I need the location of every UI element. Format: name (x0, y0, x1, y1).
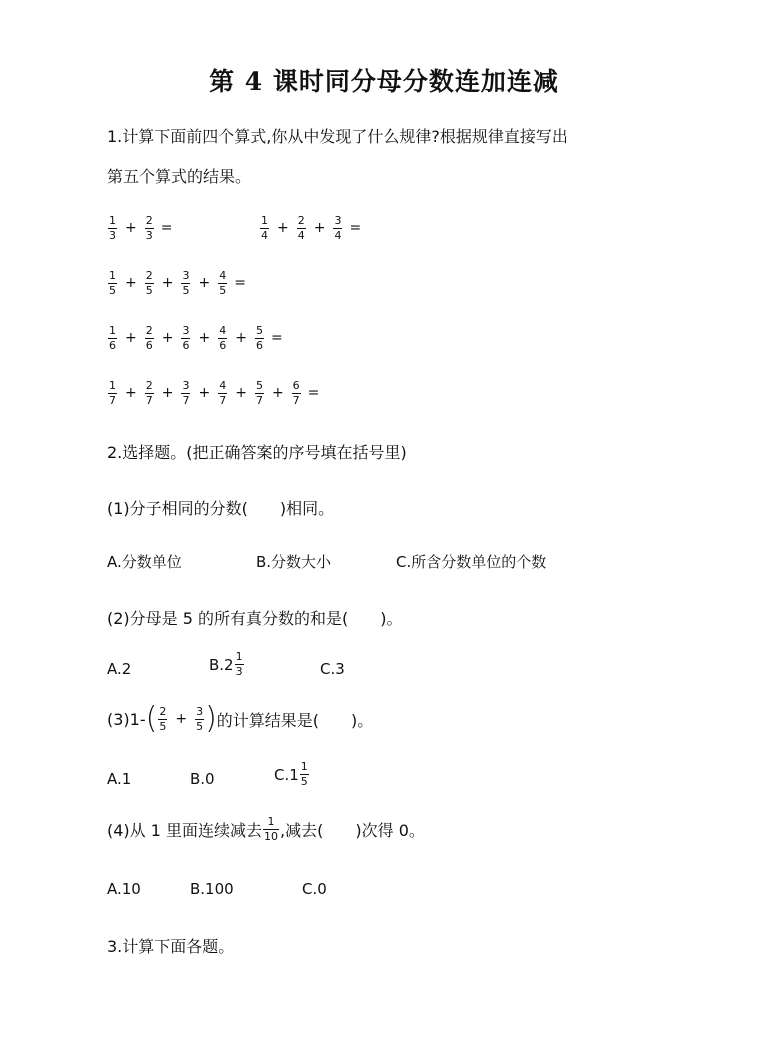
stem-text: )。 (380, 609, 403, 628)
numerator: 2 (145, 213, 153, 227)
plus-sign: + (313, 220, 326, 236)
plus-sign: + (125, 275, 137, 291)
denominator: 7 (219, 393, 227, 407)
equals-sign: = (270, 330, 283, 346)
numerator: 4 (219, 378, 227, 392)
fraction (218, 325, 227, 352)
numerator: 2 (145, 268, 153, 282)
stem-text: (3)1- (107, 709, 146, 729)
sub-question-4-stem (107, 816, 425, 843)
denominator: 6 (145, 338, 153, 352)
question-1-line-2: 第五个算式的结果。 (107, 167, 252, 186)
plus-sign: + (198, 330, 211, 346)
denominator: 6 (109, 338, 116, 352)
fraction (145, 270, 154, 297)
plus-sign: + (161, 385, 174, 401)
plus-sign: + (198, 385, 211, 401)
option-label: C.1 (274, 765, 299, 784)
question-2-heading: 2.选择题。(把正确答案的序号填在括号里) (107, 443, 407, 462)
fraction (181, 325, 190, 352)
numerator: 1 (267, 815, 275, 828)
denominator: 6 (182, 338, 190, 352)
question-3-heading: 3.计算下面各题。 (107, 937, 235, 956)
question-1-line-1: 1.计算下面前四个算式,你从中发现了什么规律?根据规律直接写出 (107, 127, 568, 146)
numerator: 1 (261, 213, 268, 227)
numerator: 3 (182, 323, 190, 337)
denominator: 3 (145, 228, 153, 242)
plus-sign: + (235, 385, 247, 401)
right-paren: ) (205, 701, 217, 736)
option-a: A.1 (107, 770, 132, 788)
fraction (260, 215, 269, 242)
plus-sign: + (198, 275, 211, 291)
denominator: 5 (219, 283, 227, 297)
fraction (195, 706, 204, 733)
numerator: 5 (255, 378, 263, 392)
numerator: 1 (109, 378, 116, 392)
option-c: C.3 (320, 660, 345, 678)
denominator: 3 (235, 665, 243, 678)
equals-sign: = (160, 220, 173, 236)
fraction (292, 380, 301, 407)
numerator: 5 (255, 323, 263, 337)
numerator: 1 (109, 268, 116, 282)
fraction (263, 816, 279, 843)
stem-text: 的计算结果是( (216, 710, 320, 730)
numerator: 2 (145, 378, 153, 392)
page-title: 第 4 课时同分母分数连加连减 (209, 67, 559, 96)
numerator: 6 (292, 378, 300, 392)
option-a: A.分数单位 (107, 553, 182, 571)
plus-sign: + (161, 275, 174, 291)
denominator: 7 (109, 393, 116, 407)
equals-sign: = (234, 275, 246, 291)
fraction (300, 761, 309, 788)
denominator: 5 (159, 719, 167, 733)
denominator: 5 (109, 283, 116, 297)
denominator: 5 (145, 283, 153, 297)
fraction (108, 380, 117, 407)
denominator: 7 (255, 393, 263, 407)
stem-text: ,减去( (280, 821, 324, 840)
plus-sign: + (271, 385, 284, 401)
denominator: 10 (264, 830, 279, 843)
option-label: B.2 (209, 655, 234, 674)
denominator: 7 (182, 393, 190, 407)
numerator: 2 (145, 323, 153, 337)
fraction (108, 325, 117, 352)
denominator: 4 (261, 228, 268, 242)
denominator: 6 (255, 338, 263, 352)
fraction (181, 380, 190, 407)
option-c (274, 761, 310, 788)
fraction (145, 325, 154, 352)
plus-sign: + (277, 220, 289, 236)
sub-question-2-stem (107, 606, 403, 629)
fraction (108, 215, 117, 242)
numerator: 2 (297, 213, 305, 227)
numerator: 3 (196, 704, 204, 718)
option-b: B.分数大小 (256, 553, 332, 571)
numerator: 4 (219, 268, 227, 282)
expression-5 (107, 376, 319, 410)
sub-question-1-stem (107, 496, 334, 519)
fraction (108, 270, 117, 297)
equals-sign: = (349, 220, 362, 236)
denominator: 5 (300, 775, 308, 788)
fraction (255, 380, 264, 407)
stem-text: (4)从 1 里面连续减去 (107, 821, 263, 840)
denominator: 7 (292, 393, 300, 407)
expression-3 (107, 266, 246, 300)
fraction (145, 380, 154, 407)
plus-sign: + (175, 711, 188, 727)
left-paren: ( (145, 701, 158, 736)
fraction (255, 325, 264, 352)
fraction (297, 215, 306, 242)
stem-text: )相同。 (279, 499, 335, 518)
numerator: 1 (109, 323, 116, 337)
option-a: A.10 (107, 880, 141, 898)
denominator: 3 (109, 228, 116, 242)
stem-text: )。 (351, 710, 374, 730)
option-c: C.所含分数单位的个数 (396, 553, 547, 571)
fraction (333, 215, 342, 242)
denominator: 5 (196, 719, 204, 733)
fraction (181, 270, 190, 297)
option-b (209, 651, 245, 678)
fraction (218, 270, 227, 297)
denominator: 4 (334, 228, 342, 242)
equals-sign: = (307, 385, 320, 401)
numerator: 3 (182, 378, 190, 392)
expression-2 (259, 211, 361, 245)
stem-text: (1)分子相同的分数( (107, 499, 248, 518)
sub-question-3-stem (107, 701, 374, 736)
denominator: 7 (145, 393, 153, 407)
denominator: 4 (297, 228, 305, 242)
numerator: 1 (300, 760, 308, 773)
plus-sign: + (125, 220, 137, 236)
expression-4 (107, 321, 283, 355)
plus-sign: + (125, 330, 137, 346)
option-b: B.0 (190, 770, 215, 788)
option-a: A.2 (107, 660, 132, 678)
stem-text: )次得 0。 (355, 821, 425, 840)
plus-sign: + (125, 385, 137, 401)
option-c: C.0 (302, 880, 327, 898)
fraction (218, 380, 227, 407)
numerator: 3 (334, 213, 342, 227)
numerator: 2 (159, 704, 167, 718)
expression-1 (107, 211, 172, 245)
fraction (158, 706, 167, 733)
fraction (145, 215, 154, 242)
stem-text: (2)分母是 5 的所有真分数的和是( (107, 609, 349, 628)
numerator: 1 (235, 650, 243, 663)
fraction (235, 651, 244, 678)
numerator: 4 (219, 323, 227, 337)
plus-sign: + (235, 330, 247, 346)
denominator: 5 (182, 283, 190, 297)
plus-sign: + (161, 330, 174, 346)
option-b: B.100 (190, 880, 234, 898)
numerator: 1 (109, 213, 116, 227)
denominator: 6 (219, 338, 227, 352)
numerator: 3 (182, 268, 190, 282)
